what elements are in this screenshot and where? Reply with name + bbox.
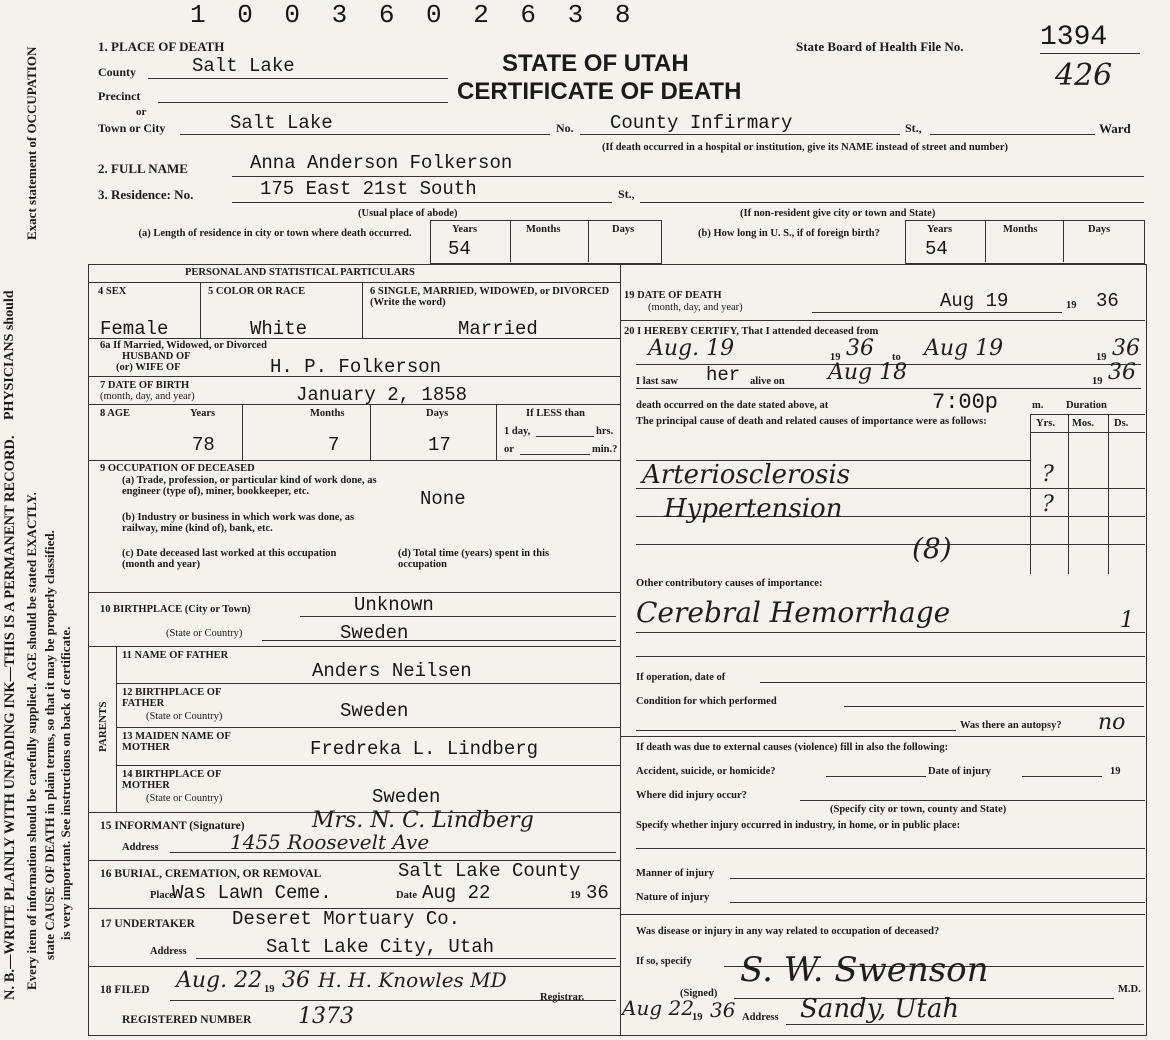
- county-label: County: [98, 65, 137, 79]
- m-label: m.: [1032, 400, 1044, 411]
- row-divider: [88, 376, 620, 377]
- personal-header: PERSONAL AND STATISTICAL PARTICULARS: [185, 267, 415, 278]
- row-divider: [116, 765, 620, 766]
- father-label: 11 NAME OF FATHER: [122, 650, 229, 661]
- filed-line: [170, 1000, 616, 1001]
- undertaker-address: Salt Lake City, Utah: [266, 936, 495, 958]
- hospital-note: (If death occurred in a hospital or institution, give its NAME instead of street and number): [602, 142, 1009, 153]
- box-divider: [1063, 220, 1064, 262]
- residence-value: 175 East 21st South: [260, 178, 477, 200]
- birthplace-state-line: [262, 640, 616, 641]
- informant-label: 15 INFORMANT (Signature): [100, 820, 245, 832]
- autopsy-line: [636, 730, 956, 731]
- min-label: min.?: [592, 444, 618, 455]
- burial-year: 36: [586, 882, 609, 904]
- occupation-value: None: [420, 488, 466, 510]
- side-note-line4: is very important. See instructions on back of certificate.: [58, 626, 73, 940]
- contributory-line: [636, 632, 1145, 633]
- undertaker-value: Deseret Mortuary Co.: [232, 908, 461, 930]
- autopsy-value: no: [1098, 710, 1126, 735]
- duration-col: [1030, 414, 1031, 574]
- primary-cause: Arteriosclerosis: [642, 460, 851, 490]
- specify-city-note: (Specify city or town, county and State): [830, 804, 1007, 815]
- row-divider: [88, 592, 620, 593]
- marital-label: 6 SINGLE, MARRIED, WIDOWED, or DIVORCED (Write the word): [370, 286, 610, 309]
- row-divider: [116, 727, 620, 728]
- abode-note: (Usual place of abode): [358, 208, 458, 219]
- dob-sub: (month, day, and year): [100, 391, 195, 402]
- residence-years-value: 54: [448, 238, 471, 260]
- husband-label-line1: 6a If Married, Widowed, or Divorced: [100, 340, 267, 351]
- contributory-cause: Cerebral Hemorrhage: [636, 596, 951, 629]
- death-time-label: death occurred on the date stated above, at: [636, 400, 829, 411]
- burial-year-prefix: 19: [570, 890, 581, 901]
- row-divider: [620, 736, 1145, 737]
- if-so-label: If so, specify: [636, 956, 692, 967]
- street-label: St.,: [905, 121, 922, 135]
- side-note-line2b: Exact statement of OCCUPATION: [24, 46, 39, 240]
- birthplace-state-label: (State or Country): [166, 628, 243, 639]
- principal-cause-label: The principal cause of death and related causes of importance were as follows:: [636, 416, 987, 427]
- box-divider: [588, 220, 589, 262]
- dod-line: [812, 312, 1062, 313]
- marital-value: Married: [458, 318, 538, 340]
- injury-location-line: [800, 800, 1145, 801]
- row-divider: [88, 282, 620, 283]
- to-year-prefix: 19: [1096, 352, 1107, 363]
- birthplace-label: 10 BIRTHPLACE (City or Town): [100, 604, 251, 615]
- residence-label: 3. Residence: No.: [98, 187, 194, 202]
- condition-label: Condition for which performed: [636, 696, 777, 707]
- undertaker-label: 17 UNDERTAKER: [100, 918, 195, 930]
- contributory-label: Other contributory causes of importance:: [636, 578, 823, 589]
- husband-label-line2: HUSBAND OF: [122, 351, 191, 362]
- dod-year: 36: [1096, 290, 1119, 312]
- dod-value: Aug 19: [940, 290, 1009, 312]
- occupation-d-label: (d) Total time (years) spent in this occupation: [398, 548, 550, 571]
- burial-date-label: Date: [396, 890, 417, 901]
- col-divider: [370, 404, 371, 460]
- occupation-c-label: (c) Date deceased last worked at this occupation (month and year): [122, 548, 337, 571]
- us-residence-label: (b) How long in U. S., if of foreign birth?: [698, 228, 880, 239]
- years-header: Years: [927, 224, 953, 235]
- town-label: Town or City: [98, 121, 166, 135]
- autopsy-label: Was there an autopsy?: [960, 720, 1062, 731]
- hrs-line: [536, 436, 594, 437]
- months-header: Months: [526, 224, 561, 235]
- physician-address-line: [786, 1024, 1144, 1025]
- md-label: M.D.: [1118, 984, 1141, 995]
- contributory-days: 1: [1120, 608, 1134, 633]
- condition-line: [844, 706, 1144, 707]
- mother-birthplace-value: Sweden: [372, 786, 441, 808]
- husband-label-line3: (or) WIFE OF: [116, 362, 181, 373]
- duration-years-header: Yrs.: [1036, 418, 1055, 429]
- parents-side-label: PARENTS: [97, 701, 109, 752]
- file-number-label: State Board of Health File No.: [796, 39, 964, 54]
- precinct-label: Precinct: [98, 89, 141, 103]
- full-name-value: Anna Anderson Folkerson: [250, 152, 513, 174]
- age-years-label: Years: [190, 408, 216, 419]
- to-year: 36: [1112, 336, 1140, 361]
- mother-birthplace-label: 14 BIRTHPLACE OF MOTHER: [122, 769, 222, 792]
- registered-number-label: REGISTERED NUMBER: [122, 1014, 252, 1026]
- father-birthplace-label: 12 BIRTHPLACE OF FATHER: [122, 687, 222, 710]
- file-number-secondary: 426: [1055, 58, 1113, 93]
- file-number: 1394: [1040, 22, 1108, 53]
- registrar-signature: H. H. Knowles MD: [318, 968, 507, 992]
- years-header: Years: [452, 224, 478, 235]
- filed-year-prefix: 19: [264, 984, 275, 995]
- primary-cause-years: ?: [1042, 462, 1054, 487]
- sex-value: Female: [100, 318, 169, 340]
- certify-statement: 20 I HEREBY CERTIFY, That I attended deceased from: [624, 326, 879, 337]
- hrs-label: hrs.: [596, 426, 614, 437]
- dod-sub: (month, day, and year): [648, 302, 743, 313]
- months-header: Months: [1003, 224, 1038, 235]
- box-divider: [985, 220, 986, 262]
- circled-code: (8): [912, 532, 952, 565]
- street-number-line: [580, 134, 900, 135]
- filed-label: 18 FILED: [100, 984, 150, 996]
- mother-value: Fredreka L. Lindberg: [310, 738, 539, 760]
- contributory-line: [636, 656, 1145, 657]
- box-divider: [510, 220, 511, 262]
- operation-label: If operation, date of: [636, 672, 726, 683]
- signed-date: Aug 22: [622, 996, 694, 1020]
- injury-location-label: Where did injury occur?: [636, 790, 747, 801]
- col-divider: [362, 282, 363, 338]
- birthplace-line: [300, 616, 616, 617]
- col-divider: [242, 404, 243, 460]
- burial-label: 16 BURIAL, CREMATION, OR REMOVAL: [100, 868, 322, 880]
- county-line: [148, 78, 448, 79]
- row-divider: [88, 646, 620, 647]
- physician-signature: S. W. Swenson: [740, 950, 989, 990]
- signed-year-prefix: 19: [692, 1012, 703, 1023]
- alive-on-label: alive on: [750, 376, 785, 387]
- burial-date-value: Aug 22: [422, 882, 491, 904]
- last-saw-label: I last saw: [636, 376, 679, 387]
- birthplace-country: Sweden: [340, 622, 409, 644]
- color-value: White: [250, 318, 308, 340]
- col-divider: [200, 282, 201, 338]
- nature-line: [730, 902, 1145, 903]
- one-day-label: 1 day,: [504, 426, 531, 437]
- operation-line: [760, 682, 1145, 683]
- full-name-label: 2. FULL NAME: [98, 161, 188, 176]
- last-saw-pronoun: her: [706, 364, 741, 386]
- father-birthplace-value: Sweden: [340, 700, 409, 722]
- days-header: Days: [612, 224, 635, 235]
- occupation-title: 9 OCCUPATION OF DECEASED: [100, 463, 255, 474]
- burial-value: Salt Lake County: [398, 860, 581, 882]
- nonresident-note: (If non-resident give city or town and State): [740, 208, 936, 219]
- street-line: [930, 134, 1095, 135]
- injury-year-prefix: 19: [1110, 766, 1121, 777]
- town-value: Salt Lake: [230, 112, 333, 134]
- accident-line: [826, 776, 926, 777]
- duration-header-line: [1030, 414, 1145, 415]
- residence-length-label: (a) Length of residence in city or town where death occurred.: [138, 228, 412, 239]
- occupation-a-label: (a) Trade, profession, or particular kind of work done, as engineer (type of), miner, bookkeeper, etc.: [122, 475, 377, 498]
- min-line: [520, 454, 590, 455]
- occupation-related-label: Was disease or injury in any way related to occupation of deceased?: [636, 926, 940, 937]
- secondary-cause-years: ?: [1042, 492, 1054, 517]
- industry-line: [636, 848, 1145, 849]
- state-title: STATE OF UTAH: [502, 50, 689, 77]
- secondary-cause: Hypertension: [664, 494, 843, 524]
- injury-date-label: Date of injury: [928, 766, 991, 777]
- or-label: or: [136, 106, 147, 118]
- injury-date-line: [1022, 776, 1102, 777]
- less-than-label: If LESS than: [526, 408, 585, 419]
- occupation-b-label: (b) Industry or business in which work was done, as railway, mine (kind of), bank, etc.: [122, 512, 355, 535]
- physician-address: Sandy, Utah: [800, 994, 960, 1024]
- husband-value: H. P. Folkerson: [270, 356, 442, 378]
- row-divider: [88, 966, 620, 967]
- age-months-label: Months: [310, 408, 345, 419]
- side-note-line1: [2, 435, 19, 1000]
- place-of-death-label: 1. PLACE OF DEATH: [98, 39, 225, 54]
- to-label: to: [892, 352, 901, 363]
- sex-label: 4 SEX: [98, 286, 127, 297]
- dob-label: 7 DATE OF BIRTH: [100, 380, 190, 391]
- physician-address-label: Address: [742, 1012, 779, 1023]
- alive-date: Aug 18: [828, 360, 908, 385]
- row-divider: [620, 320, 1145, 321]
- informant-signature: Mrs. N. C. Lindberg: [312, 808, 534, 833]
- side-note-line2: Every item of information should be carefully supplied. AGE should be stated EXACTLY.: [24, 492, 39, 990]
- age-months-value: 7: [328, 434, 340, 456]
- cause-line: [636, 544, 1145, 545]
- duration-days-header: Ds.: [1114, 418, 1129, 429]
- burial-place-label: Place: [150, 890, 174, 901]
- burial-place-value: Was Lawn Ceme.: [172, 882, 332, 904]
- manner-label: Manner of injury: [636, 868, 714, 879]
- days-header: Days: [1088, 224, 1111, 235]
- signed-year: 36: [710, 998, 736, 1022]
- signed-label: (Signed): [680, 988, 718, 999]
- residence-street-label: St.,: [618, 187, 635, 201]
- street-number-label: No.: [556, 121, 574, 135]
- duration-months-header: Mos.: [1072, 418, 1094, 429]
- side-note-line3: state CAUSE OF DEATH in plain terms, so that it may be properly classified.: [42, 530, 57, 960]
- row-divider: [620, 914, 1145, 915]
- accident-label: Accident, suicide, or homicide?: [636, 766, 776, 777]
- attended-from-date: Aug. 19: [648, 336, 735, 361]
- or-label: or: [504, 444, 514, 455]
- side-note-line1b: PHYSICIANS should: [2, 290, 17, 420]
- row-divider: [116, 683, 620, 684]
- age-days-value: 17: [428, 434, 451, 456]
- alive-year: 36: [1108, 360, 1136, 385]
- duration-col: [1068, 414, 1069, 574]
- certificate-title: CERTIFICATE OF DEATH: [457, 78, 742, 105]
- nature-label: Nature of injury: [636, 892, 710, 903]
- ward-label: Ward: [1099, 121, 1131, 136]
- external-causes-label: If death was due to external causes (violence) fill in also the following:: [636, 742, 949, 753]
- town-line: [180, 134, 550, 135]
- county-value: Salt Lake: [192, 55, 295, 77]
- certificate-stamp-number: 1 0 0 3 6 0 2 6 3 8: [190, 0, 639, 30]
- center-divider: [620, 264, 621, 1036]
- us-years-value: 54: [925, 238, 948, 260]
- dob-value: January 2, 1858: [296, 384, 468, 406]
- row-divider: [88, 338, 620, 339]
- birthplace-city: Unknown: [354, 594, 434, 616]
- residence-street-line: [640, 202, 1144, 203]
- from-year: 36: [846, 336, 874, 361]
- attended-to-date: Aug 19: [924, 336, 1004, 361]
- institution-value: County Infirmary: [610, 112, 793, 134]
- from-year-prefix: 19: [830, 352, 841, 363]
- duration-label: Duration: [1066, 400, 1107, 411]
- informant-address: 1455 Roosevelt Ave: [230, 830, 430, 854]
- father-value: Anders Neilsen: [312, 660, 472, 682]
- registered-number: 1373: [298, 1004, 354, 1029]
- row-divider: [88, 460, 620, 461]
- side-note-text: N. B.—WRITE PLAINLY WITH UNFADING INK—THIS IS A PERMANENT RECORD.: [2, 435, 18, 1000]
- undertaker-address-label: Address: [150, 946, 187, 957]
- duration-col: [1108, 414, 1109, 574]
- filed-date: Aug. 22: [176, 968, 263, 993]
- alive-year-prefix: 19: [1092, 376, 1103, 387]
- age-days-label: Days: [426, 408, 449, 419]
- death-time: 7:00p: [932, 390, 999, 415]
- father-state-label: (State or Country): [146, 711, 223, 722]
- duration-header-line: [1030, 432, 1145, 433]
- mother-state-label: (State or Country): [146, 793, 223, 804]
- age-years-value: 78: [192, 434, 215, 456]
- age-label: 8 AGE: [100, 408, 131, 419]
- row-divider: [88, 404, 620, 405]
- mother-label: 13 MAIDEN NAME OF MOTHER: [122, 731, 231, 754]
- undertaker-address-line: [196, 958, 616, 959]
- dod-label: 19 DATE OF DEATH: [624, 290, 722, 301]
- file-number-line: [1040, 53, 1140, 54]
- residence-line: [232, 202, 612, 203]
- dod-year-prefix: 19: [1066, 300, 1077, 311]
- col-divider: [496, 404, 497, 460]
- specify-industry-label: Specify whether injury occurred in industry, in home, or in public place:: [636, 820, 961, 831]
- manner-line: [730, 878, 1145, 879]
- filed-year: 36: [282, 968, 310, 993]
- color-label: 5 COLOR OR RACE: [208, 286, 306, 297]
- registrar-label: Registrar.: [540, 992, 585, 1003]
- full-name-line: [232, 176, 1144, 177]
- parents-divider: [116, 646, 117, 812]
- alive-line: [636, 388, 1141, 389]
- informant-address-label: Address: [122, 842, 159, 853]
- precinct-line: [158, 102, 448, 103]
